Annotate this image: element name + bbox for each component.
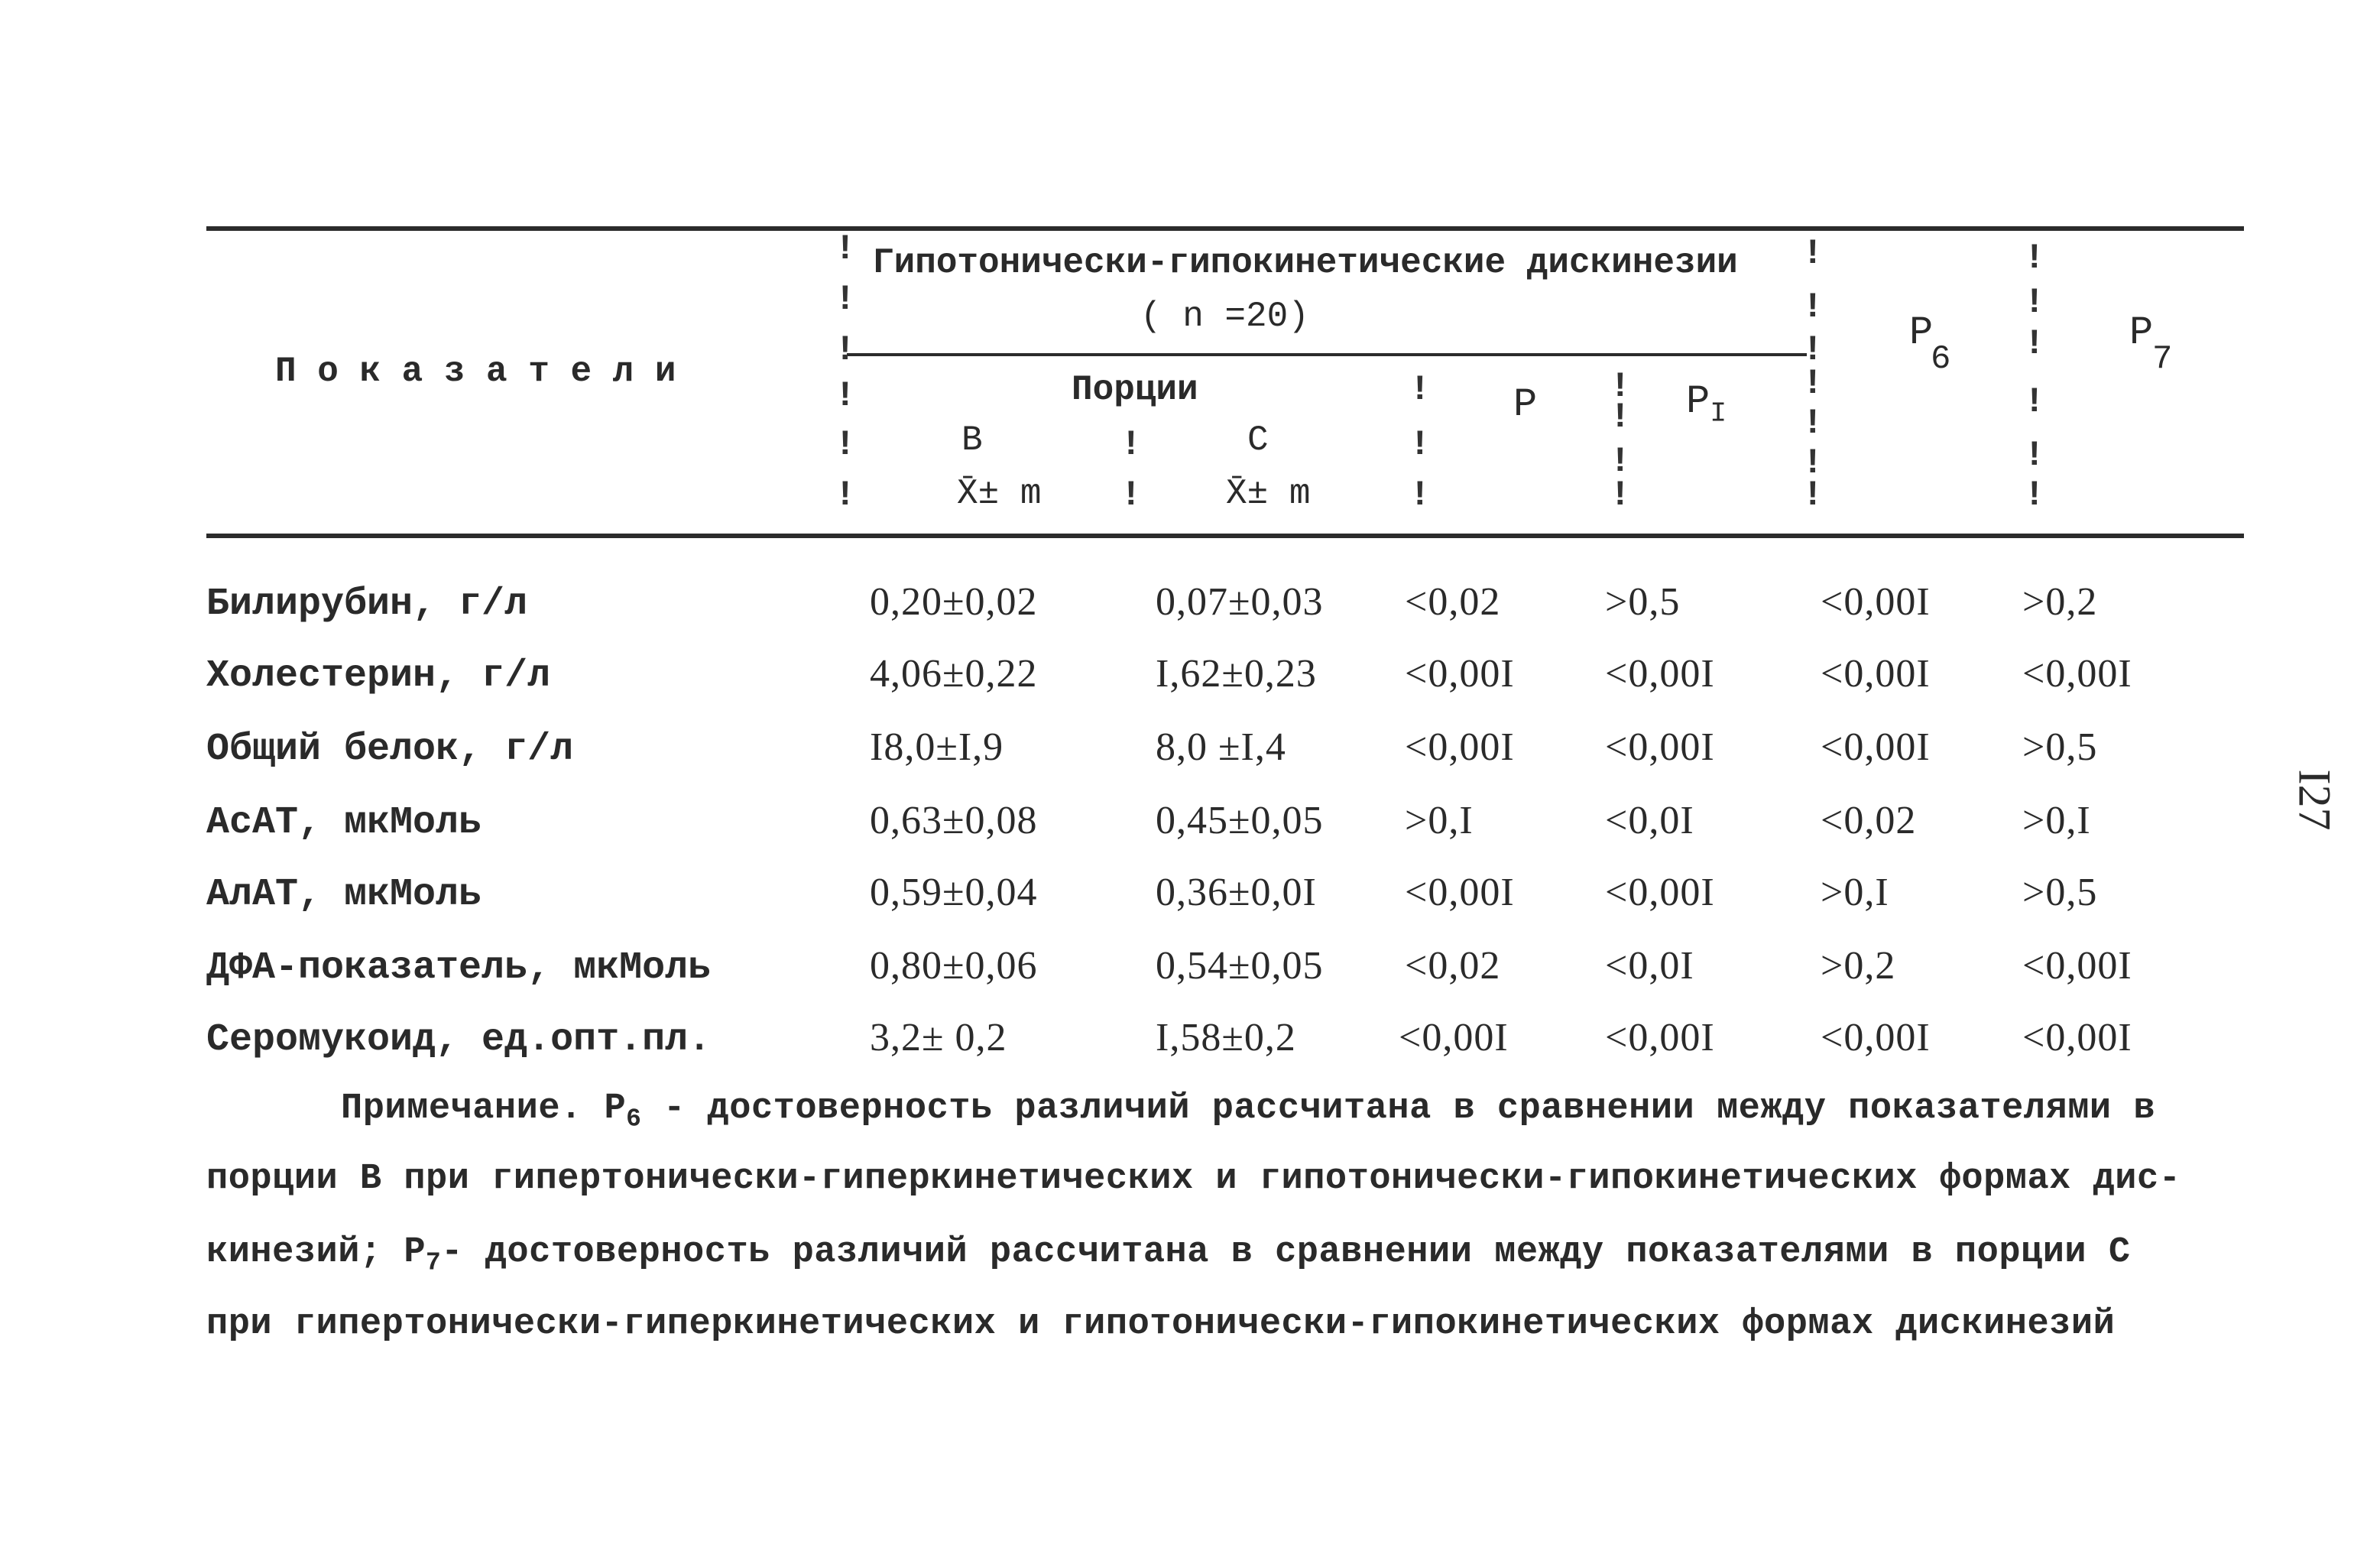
col-p-header: P bbox=[1513, 382, 1538, 427]
note-sub-6: 6 bbox=[626, 1105, 642, 1134]
note-line-4: при гипертонически-гиперкинетических и гипотонически-гипокинетических формах дискинезий bbox=[206, 1304, 2116, 1345]
cell-p6: <0,00I bbox=[1821, 580, 1931, 624]
cell-b: I8,0±I,9 bbox=[870, 725, 1004, 769]
cell-p7: >0,I bbox=[2022, 799, 2091, 842]
cell-p: <0,02 bbox=[1405, 580, 1501, 624]
cell-b: 0,20±0,02 bbox=[870, 580, 1038, 624]
separator-mark: ! bbox=[2024, 382, 2045, 422]
cell-p6: <0,00I bbox=[1821, 1016, 1931, 1059]
separator-mark: ! bbox=[2024, 283, 2045, 323]
separator-mark: ! bbox=[835, 376, 856, 416]
col-p7-header bbox=[2129, 310, 2172, 378]
cell-p: >0,I bbox=[1405, 799, 1474, 842]
col-p1-header bbox=[1686, 379, 1727, 429]
separator-mark: ! bbox=[1802, 287, 1824, 327]
note-line-1-start: Примечание. P bbox=[341, 1088, 627, 1129]
row-label: АлАТ, мкМоль bbox=[206, 873, 482, 917]
cell-p6: <0,00I bbox=[1821, 652, 1931, 696]
note-line-1-end: - достоверность различий рассчитана в сравнении между показателями в bbox=[641, 1088, 2156, 1129]
col-p6-sub: 6 bbox=[1931, 340, 1951, 378]
separator-mark: ! bbox=[2024, 436, 2045, 475]
cell-p6: <0,02 bbox=[1821, 799, 1917, 842]
cell-p: <0,00I bbox=[1399, 1016, 1509, 1059]
note-line-3-start: кинезий; P bbox=[206, 1232, 426, 1273]
separator-mark: ! bbox=[2024, 238, 2045, 278]
cell-c: 0,07±0,03 bbox=[1156, 580, 1324, 624]
cell-p: <0,00I bbox=[1405, 871, 1515, 914]
cell-p7: <0,00I bbox=[2022, 1016, 2132, 1059]
row-label: Серомукоид, ед.опт.пл. bbox=[206, 1018, 712, 1062]
cell-c: 8,0 ±I,4 bbox=[1156, 725, 1286, 769]
row-label: Холестерин, г/л bbox=[206, 654, 551, 698]
cell-c: 0,36±0,0I bbox=[1156, 871, 1317, 914]
col-p1-base: P bbox=[1686, 379, 1710, 424]
row-label: Билирубин, г/л bbox=[206, 582, 528, 626]
note-line-3-end: - достоверность различий рассчитана в сравнении между показателями в порции С bbox=[441, 1232, 2131, 1273]
cell-b: 0,59±0,04 bbox=[870, 871, 1038, 914]
cell-p1: <0,0I bbox=[1605, 944, 1694, 988]
cell-p7: <0,00I bbox=[2022, 944, 2132, 988]
cell-p: <0,00I bbox=[1405, 652, 1515, 696]
cell-p7: >0,5 bbox=[2022, 871, 2098, 914]
cell-p7: >0,5 bbox=[2022, 725, 2098, 769]
group-title: Гипотонически-гипокинетические дискинезии bbox=[873, 243, 1738, 283]
separator-mark: ! bbox=[1802, 475, 1824, 515]
cell-p: <0,00I bbox=[1405, 725, 1515, 769]
col-p7-sub: 7 bbox=[2152, 340, 2173, 378]
separator-mark: ! bbox=[1802, 330, 1824, 370]
note-line-1 bbox=[341, 1088, 2155, 1133]
separator-mark: ! bbox=[1802, 404, 1824, 443]
separator-mark: ! bbox=[1409, 425, 1431, 465]
separator-mark: ! bbox=[1120, 425, 1142, 465]
col-c-letter: C bbox=[1247, 420, 1269, 460]
separator-mark: ! bbox=[835, 330, 856, 370]
cell-p: <0,02 bbox=[1405, 944, 1501, 988]
cell-p1: <0,00I bbox=[1605, 871, 1715, 914]
cell-p1: <0,0I bbox=[1605, 799, 1694, 842]
portions-header: Порции bbox=[1072, 370, 1198, 410]
separator-mark: ! bbox=[1802, 443, 1824, 483]
note-sub-7: 7 bbox=[426, 1248, 442, 1277]
indicators-header: П о к а з а т е л и bbox=[275, 352, 676, 391]
cell-p1: <0,00I bbox=[1605, 725, 1715, 769]
group-underline-rule bbox=[847, 353, 1807, 356]
note-line-3 bbox=[206, 1232, 2131, 1277]
separator-mark: ! bbox=[835, 425, 856, 465]
col-p6-base: P bbox=[1909, 310, 1934, 355]
cell-p6: <0,00I bbox=[1821, 725, 1931, 769]
col-p1-sub: I bbox=[1710, 397, 1727, 430]
separator-mark: ! bbox=[1120, 475, 1142, 515]
separator-mark: ! bbox=[2024, 324, 2045, 364]
cell-b: 0,63±0,08 bbox=[870, 799, 1038, 842]
note-line-2: порции В при гипертонически-гиперкинетических и гипотонически-гипокинетических формах дис- bbox=[206, 1159, 2181, 1199]
row-label: ДФА-показатель, мкМоль bbox=[206, 946, 712, 990]
header-bottom-rule bbox=[206, 534, 2244, 538]
separator-mark: ! bbox=[1610, 397, 1631, 437]
cell-p7: >0,2 bbox=[2022, 580, 2098, 624]
cell-p1: >0,5 bbox=[1605, 580, 1681, 624]
separator-mark: ! bbox=[835, 475, 856, 515]
cell-c: I,62±0,23 bbox=[1156, 652, 1317, 696]
row-label: Общий белок, г/л bbox=[206, 728, 574, 771]
separator-mark: ! bbox=[1610, 442, 1631, 482]
cell-p1: <0,00I bbox=[1605, 1016, 1715, 1059]
page-number: I27 bbox=[2289, 769, 2340, 831]
col-b-stat: X̄± m bbox=[957, 474, 1042, 514]
cell-b: 4,06±0,22 bbox=[870, 652, 1038, 696]
cell-p7: <0,00I bbox=[2022, 652, 2132, 696]
cell-c: 0,54±0,05 bbox=[1156, 944, 1324, 988]
col-b-letter: B bbox=[961, 420, 983, 460]
separator-mark: ! bbox=[1802, 364, 1824, 404]
separator-mark: ! bbox=[1409, 475, 1431, 515]
separator-mark: ! bbox=[835, 280, 856, 320]
separator-mark: ! bbox=[1610, 367, 1631, 407]
col-p7-base: P bbox=[2129, 310, 2154, 355]
separator-mark: ! bbox=[1409, 370, 1431, 410]
separator-mark: ! bbox=[1610, 475, 1631, 515]
cell-c: I,58±0,2 bbox=[1156, 1016, 1296, 1059]
row-label: АсАТ, мкМоль bbox=[206, 801, 482, 845]
col-p6-header bbox=[1909, 310, 1950, 378]
cell-p6: >0,I bbox=[1821, 871, 1889, 914]
cell-p6: >0,2 bbox=[1821, 944, 1896, 988]
separator-mark: ! bbox=[1802, 234, 1824, 274]
cell-p1: <0,00I bbox=[1605, 652, 1715, 696]
cell-b: 3,2± 0,2 bbox=[870, 1016, 1007, 1059]
separator-mark: ! bbox=[835, 229, 856, 269]
cell-c: 0,45±0,05 bbox=[1156, 799, 1324, 842]
group-n: ( n =20) bbox=[1140, 297, 1309, 336]
table-top-rule bbox=[206, 226, 2244, 231]
cell-b: 0,80±0,06 bbox=[870, 944, 1038, 988]
col-c-stat: X̄± m bbox=[1226, 474, 1311, 514]
separator-mark: ! bbox=[2024, 475, 2045, 515]
